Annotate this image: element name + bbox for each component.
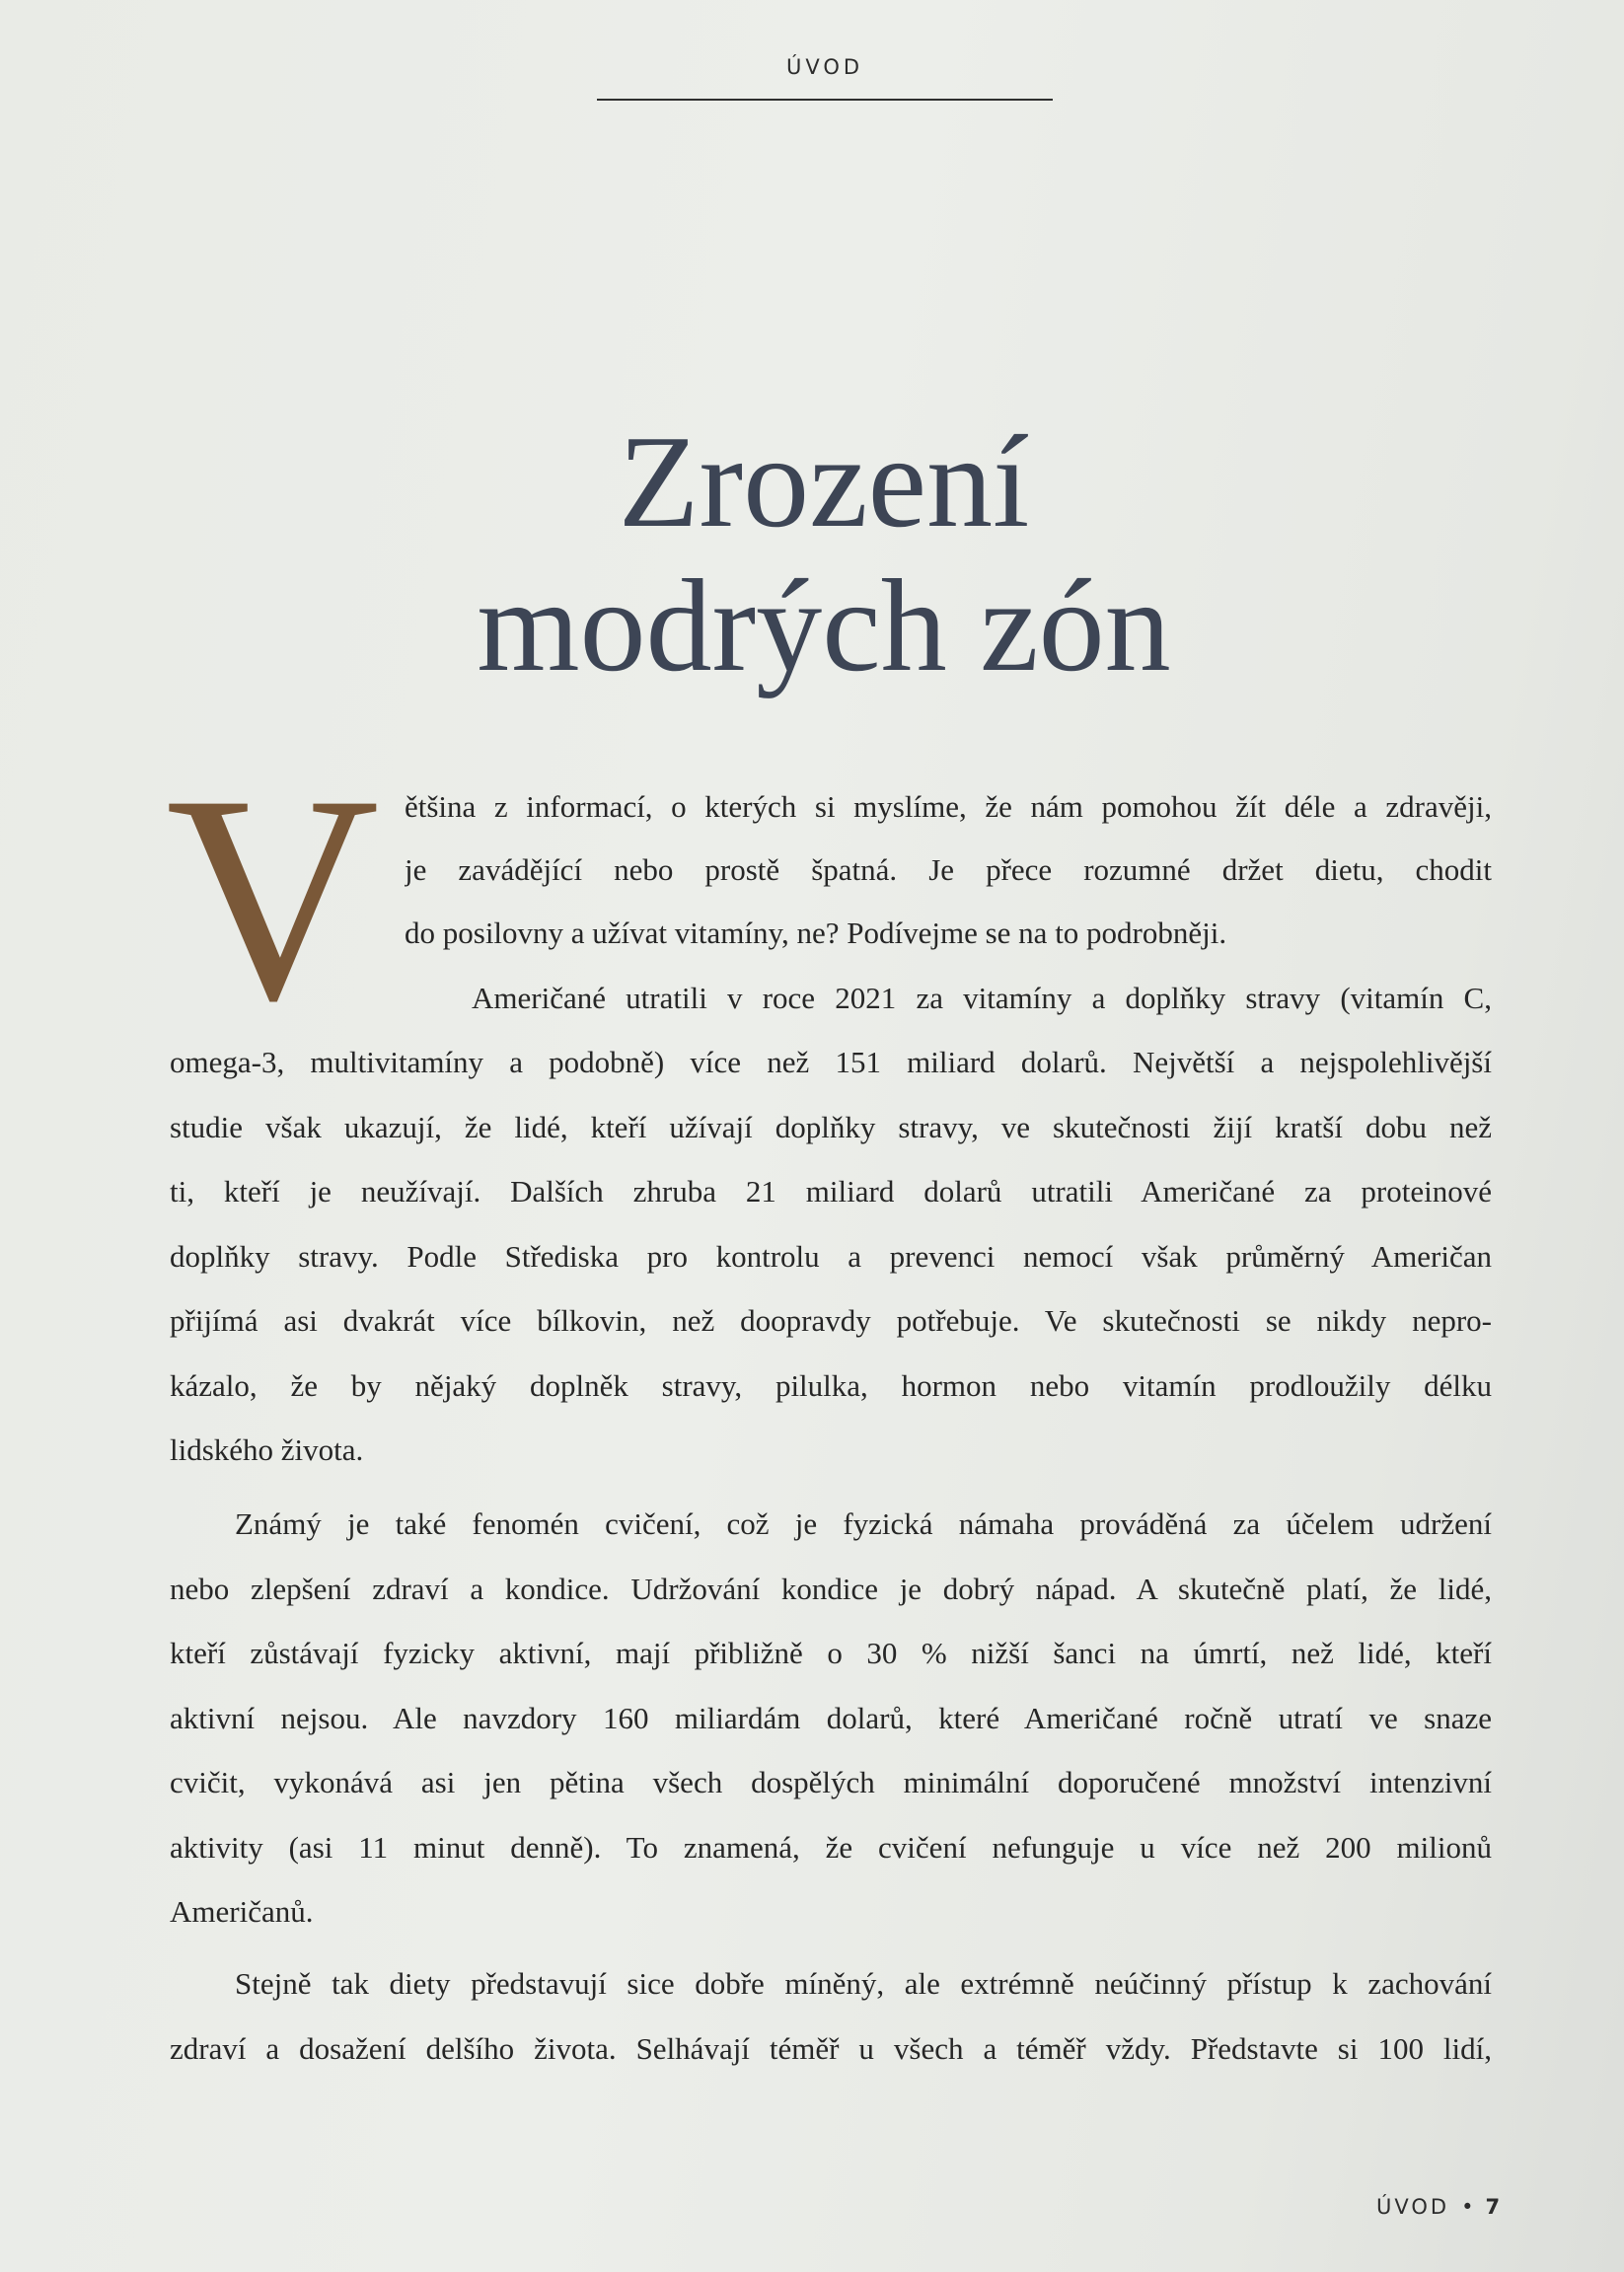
- footer-separator: •: [1461, 2195, 1474, 2219]
- paragraph-line: Američanů.: [170, 1894, 314, 1929]
- footer-section: ÚVOD: [1376, 2195, 1450, 2219]
- chapter-title: [197, 409, 1450, 697]
- paragraph-line: je zavádějící nebo prostě špatná. Je přece rozumné držet dietu, chodit: [405, 852, 1492, 887]
- paragraph-line: kázalo, že by nějaký doplněk stravy, pilulka, hormon nebo vitamín prodloužily délku: [170, 1368, 1492, 1403]
- chapter-title-line-1: Zrození: [618, 408, 1030, 554]
- header-rule: [597, 99, 1053, 101]
- paragraph-line: do posilovny a užívat vitamíny, ne? Podívejme se na to podrobněji.: [405, 916, 1227, 950]
- paragraph-line: kteří zůstávají fyzicky aktivní, mají přibližně o 30 % nižší šanci na úmrtí, než lidé, kteří: [170, 1636, 1492, 1670]
- chapter-title-line-2: modrých zón: [477, 552, 1171, 698]
- paragraph-line: ti, kteří je neužívají. Dalších zhruba 21 miliard dolarů utratili Američané za proteinové: [170, 1174, 1492, 1209]
- paragraph-line: aktivity (asi 11 minut denně). To znamená, že cvičení nefunguje u více než 200 milionů: [170, 1830, 1492, 1865]
- paragraph-line: přijímá asi dvakrát více bílkovin, než doopravdy potřebuje. Ve skutečnosti se nikdy nepro-: [170, 1303, 1492, 1338]
- page-footer: [1376, 2195, 1500, 2219]
- drop-cap: V: [166, 734, 380, 1062]
- paragraph-line: zdraví a dosažení delšího života. Selhávají téměř u všech a téměř vždy. Představte si 100 lidí,: [170, 2031, 1492, 2066]
- running-head: ÚVOD: [785, 55, 864, 79]
- paragraph-line: Stejně tak diety představují sice dobře míněný, ale extrémně neúčinný přístup k zachování: [235, 1966, 1492, 2001]
- paragraph-line: omega-3, multivitamíny a podobně) více než 151 miliard dolarů. Největší a nejspolehlivější: [170, 1045, 1492, 1079]
- paragraph-line: Známý je také fenomén cvičení, což je fyzická námaha prováděná za účelem udržení: [235, 1506, 1492, 1541]
- paragraph-line: lidského života.: [170, 1432, 364, 1467]
- paragraph-line: Američané utratili v roce 2021 za vitamíny a doplňky stravy (vitamín C,: [472, 981, 1492, 1015]
- paragraph-line: studie však ukazují, že lidé, kteří užívají doplňky stravy, ve skutečnosti žijí kratší dobu než: [170, 1110, 1492, 1144]
- paragraph-line: aktivní nejsou. Ale navzdory 160 miliardám dolarů, které Američané ročně utratí ve snaze: [170, 1701, 1492, 1735]
- paragraph-line: cvičit, vykonává asi jen pětina všech dospělých minimální doporučené množství intenzivní: [170, 1765, 1492, 1799]
- paragraph-line: ětšina z informací, o kterých si myslíme, že nám pomohou žít déle a zdravěji,: [405, 789, 1492, 824]
- page-number: 7: [1485, 2195, 1501, 2219]
- paragraph-line: nebo zlepšení zdraví a kondice. Udržování kondice je dobrý nápad. A skutečně platí, že lidé,: [170, 1572, 1492, 1606]
- paragraph-line: doplňky stravy. Podle Střediska pro kontrolu a prevenci nemocí však průměrný Američan: [170, 1239, 1492, 1274]
